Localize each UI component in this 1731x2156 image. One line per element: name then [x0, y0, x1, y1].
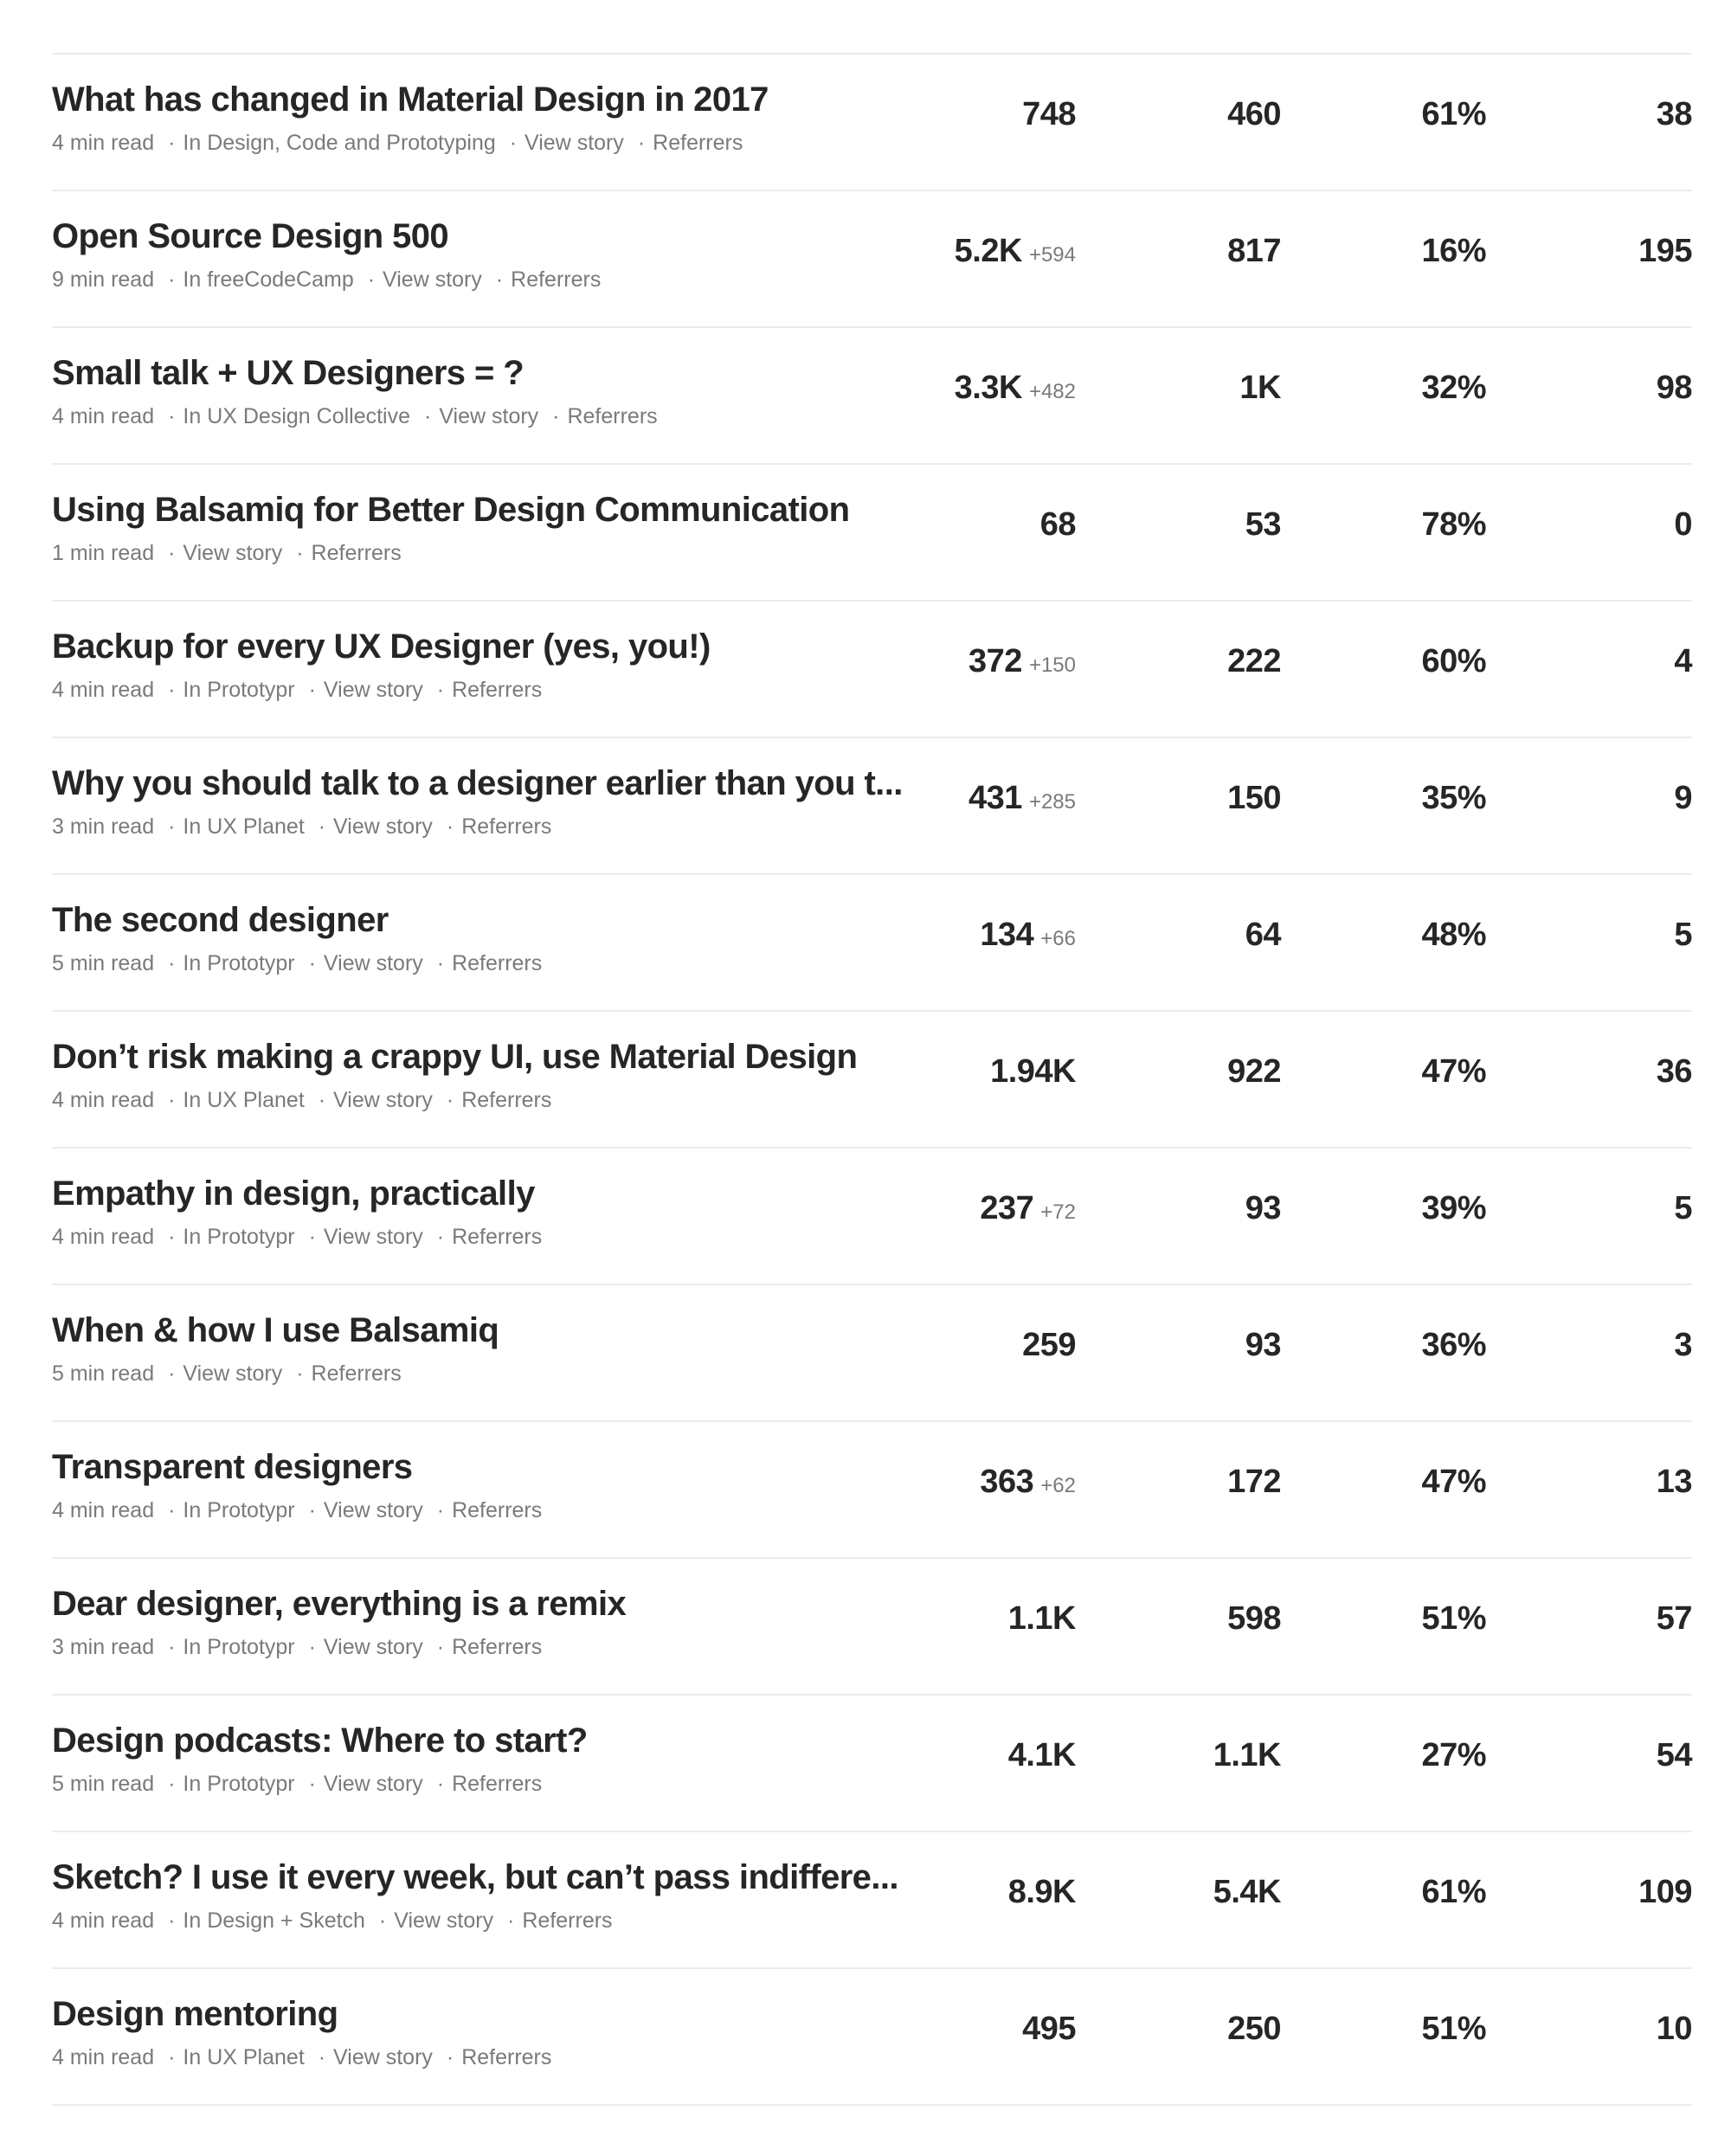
read-time: 9 min read	[52, 267, 155, 292]
read-ratio-value: 47%	[1421, 1053, 1486, 1090]
views-count: 68	[1039, 506, 1076, 543]
reads-value: 1K	[1239, 370, 1281, 406]
referrers-link[interactable]: Referrers	[461, 814, 552, 839]
story-meta	[52, 814, 551, 840]
referrers-link[interactable]: Referrers	[452, 1772, 543, 1796]
fans-value: 36	[1656, 1053, 1692, 1090]
story-title[interactable]: The second designer	[52, 901, 389, 939]
story-row	[52, 1694, 1692, 1831]
fans-value: 13	[1656, 1464, 1692, 1500]
separator-dot: ·	[446, 1088, 454, 1112]
views-count: 134	[980, 917, 1034, 953]
read-time: 4 min read	[52, 678, 155, 702]
publication-wrap	[160, 1772, 295, 1796]
read-time: 5 min read	[52, 1361, 155, 1386]
separator-dot: ·	[168, 2045, 176, 2069]
story-title[interactable]: When & how I use Balsamiq	[52, 1311, 499, 1349]
fans-value: 0	[1674, 506, 1692, 543]
story-row	[52, 600, 1692, 737]
views-count: 363	[980, 1464, 1034, 1500]
read-ratio-value: 36%	[1421, 1327, 1486, 1363]
reads-value: 460	[1227, 96, 1281, 132]
separator-dot: ·	[308, 951, 316, 975]
views-value	[1022, 1327, 1076, 1364]
story-row	[52, 1010, 1692, 1147]
story-meta	[52, 1908, 613, 1934]
views-value	[980, 1190, 1076, 1227]
read-time: 4 min read	[52, 1088, 155, 1112]
referrers-link[interactable]: Referrers	[311, 541, 402, 565]
separator-dot: ·	[168, 1772, 176, 1796]
separator-dot: ·	[378, 1908, 387, 1933]
views-value	[990, 1053, 1076, 1091]
read-ratio-value: 51%	[1421, 1600, 1486, 1637]
publication-link[interactable]: In Prototypr	[183, 1772, 295, 1796]
views-delta: +72	[1040, 1200, 1076, 1224]
view-story-link[interactable]: View story	[323, 678, 423, 702]
views-delta: +150	[1028, 653, 1076, 677]
views-value	[980, 917, 1076, 954]
reads-value: 172	[1227, 1464, 1281, 1500]
story-meta	[52, 678, 542, 703]
story-meta	[52, 404, 658, 429]
fans-value: 4	[1674, 643, 1692, 679]
views-value	[955, 370, 1076, 407]
read-ratio-value: 48%	[1421, 917, 1486, 953]
publication-wrap	[160, 1088, 305, 1112]
read-ratio-value: 47%	[1421, 1464, 1486, 1500]
separator-dot: ·	[296, 541, 304, 565]
read-time: 4 min read	[52, 1498, 155, 1522]
separator-dot: ·	[552, 404, 560, 428]
separator-dot: ·	[168, 267, 176, 292]
read-ratio-value: 78%	[1421, 506, 1486, 543]
story-row	[52, 1967, 1692, 2106]
views-count: 8.9K	[1007, 1874, 1076, 1910]
views-value	[1008, 1737, 1076, 1774]
reads-value: 222	[1227, 643, 1281, 679]
story-title[interactable]: Backup for every UX Designer (yes, you!)	[52, 627, 711, 666]
publication-link[interactable]: In Prototypr	[183, 1225, 295, 1249]
story-meta	[52, 951, 542, 976]
view-story-link[interactable]: View story	[333, 2045, 433, 2069]
view-story-link[interactable]: View story	[323, 1635, 423, 1659]
read-time: 5 min read	[52, 1772, 155, 1796]
read-ratio-value: 39%	[1421, 1190, 1486, 1226]
story-meta	[52, 541, 402, 566]
views-value	[1040, 506, 1076, 544]
story-row	[52, 737, 1692, 873]
fans-value: 38	[1656, 96, 1692, 132]
story-title[interactable]: Transparent designers	[52, 1448, 413, 1486]
fans-value: 5	[1674, 1190, 1692, 1226]
read-ratio-value: 32%	[1421, 370, 1486, 406]
view-story-link[interactable]: View story	[439, 404, 539, 428]
views-count: 3.3K	[954, 370, 1022, 406]
referrers-link[interactable]: Referrers	[452, 1225, 543, 1249]
reads-value: 922	[1227, 1053, 1281, 1090]
separator-dot: ·	[296, 1361, 304, 1386]
views-value	[1008, 1600, 1076, 1638]
separator-dot: ·	[495, 267, 504, 292]
publication-wrap	[160, 131, 496, 155]
reads-value: 250	[1227, 2011, 1281, 2047]
story-title[interactable]: Empathy in design, practically	[52, 1175, 535, 1213]
separator-dot: ·	[168, 1361, 176, 1386]
read-ratio-value: 61%	[1421, 1874, 1486, 1910]
read-time: 4 min read	[52, 1908, 155, 1933]
story-title[interactable]: Why you should talk to a designer earlier than you t...	[52, 764, 903, 802]
view-story-link[interactable]: View story	[323, 1225, 423, 1249]
publication-wrap	[160, 404, 410, 428]
separator-dot: ·	[423, 404, 432, 428]
story-row	[52, 1831, 1692, 1967]
publication-link[interactable]: In UX Planet	[183, 2045, 305, 2069]
read-ratio-value: 51%	[1421, 2011, 1486, 2047]
views-value	[1022, 96, 1076, 133]
views-count: 4.1K	[1007, 1737, 1076, 1773]
separator-dot: ·	[446, 2045, 454, 2069]
separator-dot: ·	[436, 1772, 445, 1796]
views-value	[968, 643, 1076, 680]
read-ratio-value: 27%	[1421, 1737, 1486, 1773]
story-meta	[52, 1361, 402, 1387]
story-title[interactable]: Design mentoring	[52, 1995, 338, 2033]
view-story-link[interactable]: View story	[394, 1908, 494, 1933]
story-meta	[52, 1772, 542, 1797]
separator-dot: ·	[318, 2045, 326, 2069]
view-story-link[interactable]: View story	[183, 1361, 283, 1386]
referrers-link[interactable]: Referrers	[452, 951, 543, 975]
views-count: 1.94K	[990, 1053, 1076, 1090]
publication-wrap	[160, 1498, 295, 1522]
views-delta: +594	[1028, 243, 1076, 267]
separator-dot: ·	[637, 131, 646, 155]
referrers-link[interactable]: Referrers	[311, 1361, 402, 1386]
separator-dot: ·	[436, 951, 445, 975]
separator-dot: ·	[168, 1498, 176, 1522]
separator-dot: ·	[318, 1088, 326, 1112]
story-row	[52, 1420, 1692, 1557]
publication-link[interactable]: In UX Design Collective	[183, 404, 411, 428]
view-story-link[interactable]: View story	[323, 1772, 423, 1796]
publication-wrap	[160, 814, 305, 839]
reads-value: 53	[1245, 506, 1281, 543]
story-meta	[52, 267, 601, 293]
view-story-link[interactable]: View story	[383, 267, 482, 292]
publication-link[interactable]: In Prototypr	[183, 678, 295, 702]
separator-dot: ·	[308, 1772, 316, 1796]
story-meta	[52, 1088, 551, 1113]
publication-wrap	[160, 678, 295, 702]
separator-dot: ·	[308, 678, 316, 702]
fans-value: 9	[1674, 780, 1692, 816]
views-value	[968, 780, 1076, 817]
story-row	[52, 1557, 1692, 1694]
publication-wrap	[160, 1635, 295, 1659]
views-delta: +62	[1040, 1474, 1076, 1497]
read-time: 1 min read	[52, 541, 155, 565]
separator-dot: ·	[509, 131, 518, 155]
reads-value: 817	[1227, 233, 1281, 269]
views-count: 748	[1022, 96, 1076, 132]
reads-value: 64	[1245, 917, 1281, 953]
story-title[interactable]: Using Balsamiq for Better Design Communication	[52, 491, 850, 529]
read-time: 5 min read	[52, 951, 155, 975]
separator-dot: ·	[436, 1635, 445, 1659]
views-count: 1.1K	[1007, 1600, 1076, 1637]
fans-value: 195	[1638, 233, 1692, 269]
separator-dot: ·	[168, 1635, 176, 1659]
referrers-link[interactable]: Referrers	[461, 2045, 552, 2069]
story-title[interactable]: Open Source Design 500	[52, 217, 449, 255]
separator-dot: ·	[446, 814, 454, 839]
referrers-link[interactable]: Referrers	[511, 267, 602, 292]
publication-wrap	[160, 267, 354, 292]
fans-value: 57	[1656, 1600, 1692, 1637]
referrers-link[interactable]: Referrers	[452, 1498, 543, 1522]
publication-wrap	[160, 1908, 365, 1933]
reads-value: 1.1K	[1213, 1737, 1281, 1773]
views-value	[955, 233, 1076, 270]
publication-link[interactable]: In Prototypr	[183, 1635, 295, 1659]
separator-dot: ·	[168, 1088, 176, 1112]
separator-dot: ·	[436, 678, 445, 702]
reads-value: 93	[1245, 1190, 1281, 1226]
story-meta	[52, 2045, 551, 2070]
story-row	[52, 1147, 1692, 1284]
separator-dot: ·	[308, 1498, 316, 1522]
view-story-link[interactable]: View story	[333, 814, 433, 839]
view-story-link[interactable]: View story	[524, 131, 624, 155]
views-delta: +482	[1028, 380, 1076, 403]
story-title[interactable]: Don’t risk making a crappy UI, use Material Design	[52, 1038, 858, 1076]
read-time: 4 min read	[52, 404, 155, 428]
separator-dot: ·	[507, 1908, 515, 1933]
referrers-link[interactable]: Referrers	[522, 1908, 613, 1933]
publication-link[interactable]: In UX Planet	[183, 1088, 305, 1112]
views-delta: +285	[1028, 790, 1076, 814]
read-ratio-value: 60%	[1421, 643, 1486, 679]
views-delta: +66	[1040, 927, 1076, 950]
separator-dot: ·	[436, 1225, 445, 1249]
publication-wrap	[160, 1225, 295, 1249]
read-ratio-value: 35%	[1421, 780, 1486, 816]
read-time: 3 min read	[52, 1635, 155, 1659]
reads-value: 598	[1227, 1600, 1281, 1637]
referrers-link[interactable]: Referrers	[452, 1635, 543, 1659]
view-story-link[interactable]: View story	[333, 1088, 433, 1112]
separator-dot: ·	[168, 1225, 176, 1249]
views-value	[1008, 1874, 1076, 1911]
separator-dot: ·	[168, 678, 176, 702]
separator-dot: ·	[308, 1225, 316, 1249]
views-count: 259	[1022, 1327, 1076, 1363]
referrers-link[interactable]: Referrers	[653, 131, 743, 155]
story-title[interactable]: Sketch? I use it every week, but can’t pass indiffere...	[52, 1858, 898, 1896]
publication-link[interactable]: In Design + Sketch	[183, 1908, 365, 1933]
story-meta	[52, 1635, 542, 1660]
publication-link[interactable]: In Prototypr	[183, 1498, 295, 1522]
fans-value: 5	[1674, 917, 1692, 953]
separator-dot: ·	[318, 814, 326, 839]
story-meta	[52, 1498, 542, 1523]
referrers-link[interactable]: Referrers	[452, 678, 543, 702]
separator-dot: ·	[168, 1908, 176, 1933]
publication-link[interactable]: In Design, Code and Prototyping	[183, 131, 496, 155]
separator-dot: ·	[436, 1498, 445, 1522]
read-time: 4 min read	[52, 1225, 155, 1249]
story-title[interactable]: What has changed in Material Design in 2017	[52, 80, 769, 119]
separator-dot: ·	[168, 404, 176, 428]
story-row	[52, 1284, 1692, 1420]
views-count: 372	[968, 643, 1022, 679]
views-value	[1022, 2011, 1076, 2048]
story-row	[52, 326, 1692, 463]
publication-link[interactable]: In Prototypr	[183, 951, 295, 975]
view-story-link[interactable]: View story	[323, 1498, 423, 1522]
separator-dot: ·	[168, 814, 176, 839]
referrers-link[interactable]: Referrers	[567, 404, 658, 428]
publication-link[interactable]: In freeCodeCamp	[183, 267, 354, 292]
fans-value: 3	[1674, 1327, 1692, 1363]
view-story-link[interactable]: View story	[183, 541, 283, 565]
fans-value: 54	[1656, 1737, 1692, 1773]
referrers-link[interactable]: Referrers	[461, 1088, 552, 1112]
views-count: 5.2K	[954, 233, 1022, 269]
publication-wrap	[160, 951, 295, 975]
read-time: 4 min read	[52, 131, 155, 155]
story-title[interactable]: Dear designer, everything is a remix	[52, 1585, 627, 1623]
fans-value: 109	[1638, 1874, 1692, 1910]
story-title[interactable]: Design podcasts: Where to start?	[52, 1722, 588, 1760]
views-value	[980, 1464, 1076, 1501]
reads-value: 5.4K	[1213, 1874, 1281, 1910]
read-time: 4 min read	[52, 2045, 155, 2069]
story-meta	[52, 1225, 542, 1250]
view-story-link[interactable]: View story	[323, 951, 423, 975]
story-meta	[52, 131, 743, 156]
story-row	[52, 463, 1692, 600]
separator-dot: ·	[367, 267, 376, 292]
story-row	[52, 190, 1692, 326]
story-row	[52, 873, 1692, 1010]
separator-dot: ·	[168, 131, 176, 155]
views-count: 237	[980, 1190, 1034, 1226]
separator-dot: ·	[308, 1635, 316, 1659]
fans-value: 10	[1656, 2011, 1692, 2047]
fans-value: 98	[1656, 370, 1692, 406]
read-time: 3 min read	[52, 814, 155, 839]
separator-dot: ·	[168, 541, 176, 565]
views-count: 431	[968, 780, 1022, 816]
read-ratio-value: 61%	[1421, 96, 1486, 132]
reads-value: 150	[1227, 780, 1281, 816]
separator-dot: ·	[168, 951, 176, 975]
publication-link[interactable]: In UX Planet	[183, 814, 305, 839]
story-row	[52, 53, 1692, 190]
read-ratio-value: 16%	[1421, 233, 1486, 269]
publication-wrap	[160, 2045, 305, 2069]
stories-stats-table	[52, 53, 1692, 2106]
reads-value: 93	[1245, 1327, 1281, 1363]
story-title[interactable]: Small talk + UX Designers = ?	[52, 354, 524, 392]
views-count: 495	[1022, 2011, 1076, 2047]
